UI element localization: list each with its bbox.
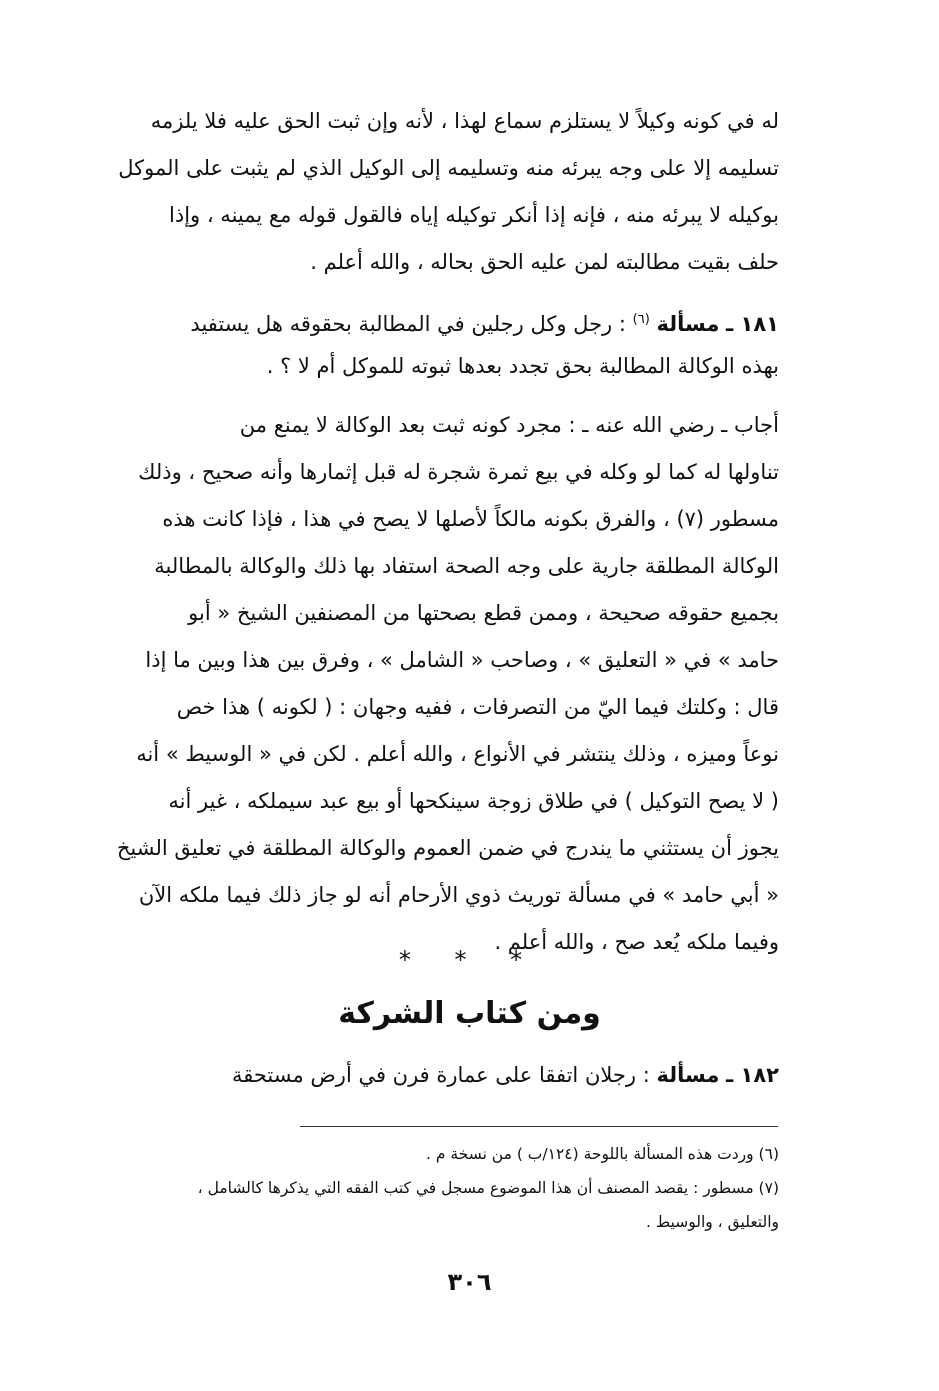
question-182-line-1	[78, 1052, 779, 1099]
text-line: تناولها له كما لو وكله في بيع ثمرة شجرة له قبل إثمارها وأنه صحيح ، وذلك	[138, 460, 779, 484]
text-line: مسطور (٧) ، والفرق بكونه مالكاً لأصلها لا يصح في هذا ، فإذا كانت هذه	[162, 507, 779, 531]
question-label: مسألة	[656, 312, 720, 336]
question-text: : رجلان اتفقا على عمارة فرن في أرض مستحقة	[231, 1063, 650, 1087]
text-line: قال : وكلتك فيما اليّ من التصرفات ، ففيه وجهان : ( لكونه ) هذا خص	[176, 695, 779, 719]
text-line: ( لا يصح التوكيل ) في طلاق زوجة سينكحها أو بيع عبد سيملكه ، غير أنه	[168, 789, 779, 813]
text-line: تسليمه إلا على وجه يبرئه منه وتسليمه إلى الوكيل الذي لم يثبت على الموكل	[118, 156, 779, 180]
footnote: (٧) مسطور : يقصد المصنف أن هذا الموضوع مسجل في كتب الفقه التي يذكرها كالشامل ،	[197, 1179, 779, 1197]
text-line: بهذه الوكالة المطالبة بحق تجدد بعدها ثبوته للموكل أم لا ؟ .	[266, 354, 779, 378]
footnote: والتعليق ، والوسيط .	[645, 1213, 779, 1231]
question-181-line-1	[78, 296, 779, 343]
text-line: أجاب ـ رضي الله عنه ـ : مجرد كونه ثبت بعد الوكالة لا يمنع من	[239, 413, 779, 437]
text-line: الوكالة المطلقة جارية على وجه الصحة استفاد بها ذلك والوكالة بالمطالبة	[154, 554, 779, 578]
question-number: ١٨٢ ـ	[726, 1063, 779, 1087]
text-line: يجوز أن يستثني ما يندرج في ضمن العموم والوكالة المطلقة في تعليق الشيخ	[116, 836, 779, 860]
page-number: ٣٠٦	[447, 1268, 492, 1296]
text-line: له في كونه وكيلاً لا يستلزم سماع لهذا ، لأنه وإن ثبت الحق عليه فلا يلزمه	[150, 109, 779, 133]
section-separator: * * *	[398, 946, 541, 974]
question-181	[78, 296, 779, 390]
text-line: حامد » في « التعليق » ، وصاحب « الشامل » ، وفرق بين هذا وبين ما إذا	[145, 648, 779, 672]
question-text: : رجل وكل رجلين في المطالبة بحقوقه هل يستفيد	[190, 312, 626, 336]
question-number: ١٨١ ـ	[726, 312, 779, 336]
question-182	[78, 1052, 779, 1099]
text-line: بجميع حقوقه صحيحة ، وممن قطع بصحتها من المصنفين الشيخ « أبو	[188, 601, 779, 625]
text-line: حلف بقيت مطالبته لمن عليه الحق بحاله ، والله أعلم .	[310, 250, 779, 274]
question-label: مسألة	[656, 1063, 720, 1087]
text-line: وفيما ملكه يُعد صح ، والله أعلم .	[494, 930, 779, 954]
chapter-heading: ومن كتاب الشركة	[338, 996, 601, 1031]
footnote-divider	[300, 1126, 778, 1127]
paragraph-continuation	[78, 98, 779, 286]
footnote-ref: (٦)	[632, 312, 650, 327]
text-line: بوكيله لا يبرئه منه ، فإنه إذا أنكر توكيله إياه فالقول قوله مع يمينه ، وإذا	[169, 203, 779, 227]
footnotes	[80, 1137, 779, 1239]
footnote: (٦) وردت هذه المسألة باللوحة (١٢٤/ب ) من نسخة م .	[426, 1145, 779, 1163]
text-line: نوعاً وميزه ، وذلك ينتشر في الأنواع ، والله أعلم . لكن في « الوسيط » أنه	[136, 742, 779, 766]
text-line: « أبي حامد » في مسألة توريث ذوي الأرحام أنه لو جاز ذلك فيما ملكه الآن	[138, 883, 779, 907]
answer-paragraph	[78, 402, 779, 966]
